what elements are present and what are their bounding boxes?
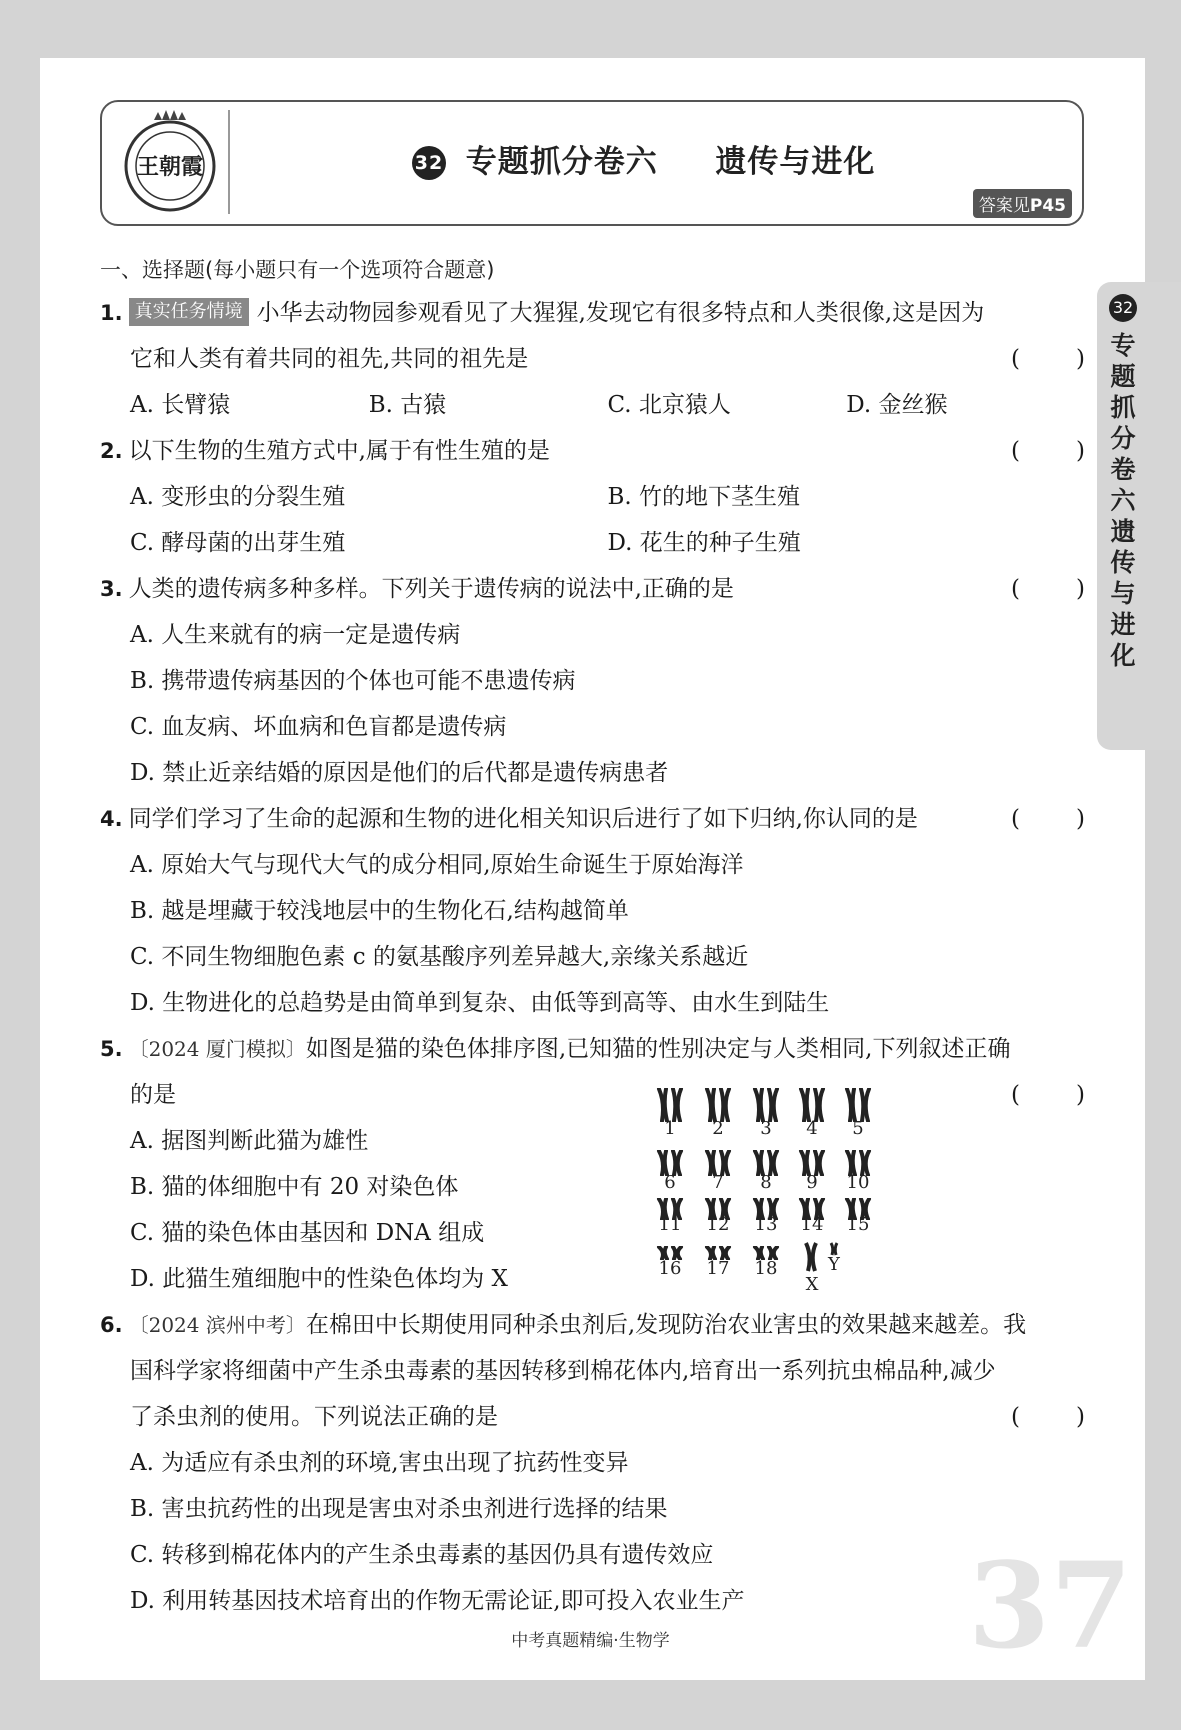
answer-blank[interactable]: ( ) (1011, 1404, 1085, 1430)
karyotype-label: 2 (712, 1118, 724, 1139)
option: A. 原始大气与现代大气的成分相同,原始生命诞生于原始海洋 (130, 852, 744, 878)
option: A. 长臂猿 (130, 392, 231, 418)
option: C. 猫的染色体由基因和 DNA 组成 (130, 1220, 485, 1246)
header-divider (228, 110, 230, 214)
chromosome-pair (655, 1088, 685, 1122)
page-frame-top (0, 0, 1181, 58)
karyotype-label: 9 (806, 1172, 818, 1193)
option: C. 北京猿人 (607, 392, 731, 418)
question-1-line-2: 它和人类有着共同的祖先,共同的祖先是 ( ) (100, 336, 1085, 382)
karyotype-label: 11 (658, 1214, 682, 1235)
chromosome-pair (703, 1088, 733, 1122)
option: C. 转移到棉花体内的产生杀虫毒素的基因仍具有遗传效应 (130, 1542, 714, 1568)
karyotype-label: Y (828, 1254, 840, 1275)
karyotype-label: 5 (852, 1118, 864, 1139)
question-2-line-1: 2. 以下生物的生殖方式中,属于有性生殖的是 ( ) (100, 428, 1085, 474)
option: D. 生物进化的总趋势是由简单到复杂、由低等到高等、由水生到陆生 (130, 990, 830, 1016)
title-number-badge: 32 (412, 146, 446, 180)
karyotype-label: 18 (754, 1258, 778, 1279)
question-5-line-1: 5. 〔2024 厦门模拟〕如图是猫的染色体排序图,已知猫的性别决定与人类相同,下列叙述正确 (100, 1036, 1011, 1062)
karyotype-label: 1 (664, 1118, 676, 1139)
question-6-line-3: 了杀虫剂的使用。下列说法正确的是 ( ) (100, 1394, 1085, 1440)
option: A. 为适应有杀虫剂的环境,害虫出现了抗药性变异 (130, 1450, 629, 1476)
option: C. 血友病、坏血病和色盲都是遗传病 (130, 714, 507, 740)
question-5-line-2: 的是 ( ) (100, 1072, 1085, 1118)
option: D. 禁止近亲结婚的原因是他们的后代都是遗传病患者 (130, 760, 669, 786)
karyotype-label: 17 (706, 1258, 730, 1279)
header-box (100, 100, 1084, 226)
page-frame-left (0, 0, 40, 1730)
option: B. 竹的地下茎生殖 (607, 484, 801, 510)
title-part-2: 遗传与进化 (715, 144, 876, 180)
option: B. 古猿 (368, 392, 447, 418)
question-4-line-1: 4. 同学们学习了生命的起源和生物的进化相关知识后进行了如下归纳,你认同的是 ( ) (100, 796, 1085, 842)
option: D. 金丝猴 (846, 392, 948, 418)
section-heading: 一、选择题(每小题只有一个选项符合题意) (100, 258, 495, 282)
karyotype-label: 7 (712, 1172, 724, 1193)
chromosome-pair (751, 1088, 781, 1122)
chromosome-pair (843, 1088, 873, 1122)
option: B. 害虫抗药性的出现是害虫对杀虫剂进行选择的结果 (130, 1496, 668, 1522)
answer-blank[interactable]: ( ) (1011, 1082, 1085, 1108)
side-tab-number: 32 (1109, 294, 1137, 322)
answer-blank[interactable]: ( ) (1011, 806, 1085, 832)
answer-reference: 答案见P45 (973, 189, 1072, 218)
karyotype-label: 12 (706, 1214, 730, 1235)
side-tab-text: 专题抓分卷六 遗传与进化 (1110, 331, 1136, 670)
karyotype-label: 15 (846, 1214, 870, 1235)
question-source: 〔2024 滨州中考〕 (128, 1313, 306, 1337)
page-title (412, 136, 875, 181)
question-2-options-row-1 (100, 474, 1085, 520)
option: D. 利用转基因技术培育出的作物无需论证,即可投入农业生产 (130, 1588, 745, 1614)
task-context-tag: 真实任务情境 (129, 298, 249, 326)
karyotype-label: 6 (664, 1172, 676, 1193)
page-frame-right (1145, 0, 1181, 1730)
answer-blank[interactable]: ( ) (1011, 346, 1085, 372)
question-3-line-1: 3. 人类的遗传病多种多样。下列关于遗传病的说法中,正确的是 ( ) (100, 566, 1085, 612)
option: D. 此猫生殖细胞中的性染色体均为 X (130, 1266, 508, 1292)
option: D. 花生的种子生殖 (607, 530, 801, 556)
question-6-line-1: 6. 〔2024 滨州中考〕在棉田中长期使用同种杀虫剂后,发现防治农业害虫的效果越来越差。我 (100, 1312, 1027, 1338)
page-frame-bottom (0, 1680, 1181, 1730)
option: A. 据图判断此猫为雄性 (130, 1128, 369, 1154)
page-number: 37 (968, 1536, 1133, 1675)
svg-text:王朝霞: 王朝霞 (136, 154, 204, 180)
answer-blank[interactable]: ( ) (1011, 576, 1085, 602)
answer-blank[interactable]: ( ) (1011, 438, 1085, 464)
option: A. 人生来就有的病一定是遗传病 (130, 622, 461, 648)
side-tab (1097, 282, 1181, 750)
karyotype-label: 10 (846, 1172, 870, 1193)
option: C. 不同生物细胞色素 c 的氨基酸序列差异越大,亲缘关系越近 (130, 944, 749, 970)
option: B. 携带遗传病基因的个体也可能不患遗传病 (130, 668, 576, 694)
karyotype-label: 13 (754, 1214, 778, 1235)
karyotype-label: 16 (658, 1258, 682, 1279)
chromosome-pair (797, 1088, 827, 1122)
option: A. 变形虫的分裂生殖 (130, 484, 346, 510)
karyotype-label: 14 (800, 1214, 824, 1235)
page-footer: 中考真题精编·生物学 (511, 1631, 670, 1651)
option: B. 越是埋藏于较浅地层中的生物化石,结构越简单 (130, 898, 629, 924)
karyotype-label: 8 (760, 1172, 772, 1193)
cat-karyotype-figure (650, 1088, 880, 1298)
karyotype-label: X (805, 1274, 819, 1295)
karyotype-label: 4 (806, 1118, 818, 1139)
question-content (100, 250, 1085, 1624)
option: B. 猫的体细胞中有 20 对染色体 (130, 1174, 459, 1200)
publisher-logo (118, 108, 222, 216)
option: C. 酵母菌的出芽生殖 (130, 530, 346, 556)
question-6-line-2: 国科学家将细菌中产生杀虫毒素的基因转移到棉花体内,培育出一系列抗虫棉品种,减少 (130, 1358, 996, 1384)
question-2-options-row-2 (100, 520, 1085, 566)
question-source: 〔2024 厦门模拟〕 (128, 1037, 306, 1061)
title-part-1: 专题抓分卷六 (465, 144, 658, 180)
question-1-line-1: 1. 真实任务情境 小华去动物园参观看见了大猩猩,发现它有很多特点和人类很像,这是因为 (100, 300, 985, 326)
karyotype-label: 3 (760, 1118, 772, 1139)
question-1-options (100, 382, 1085, 428)
